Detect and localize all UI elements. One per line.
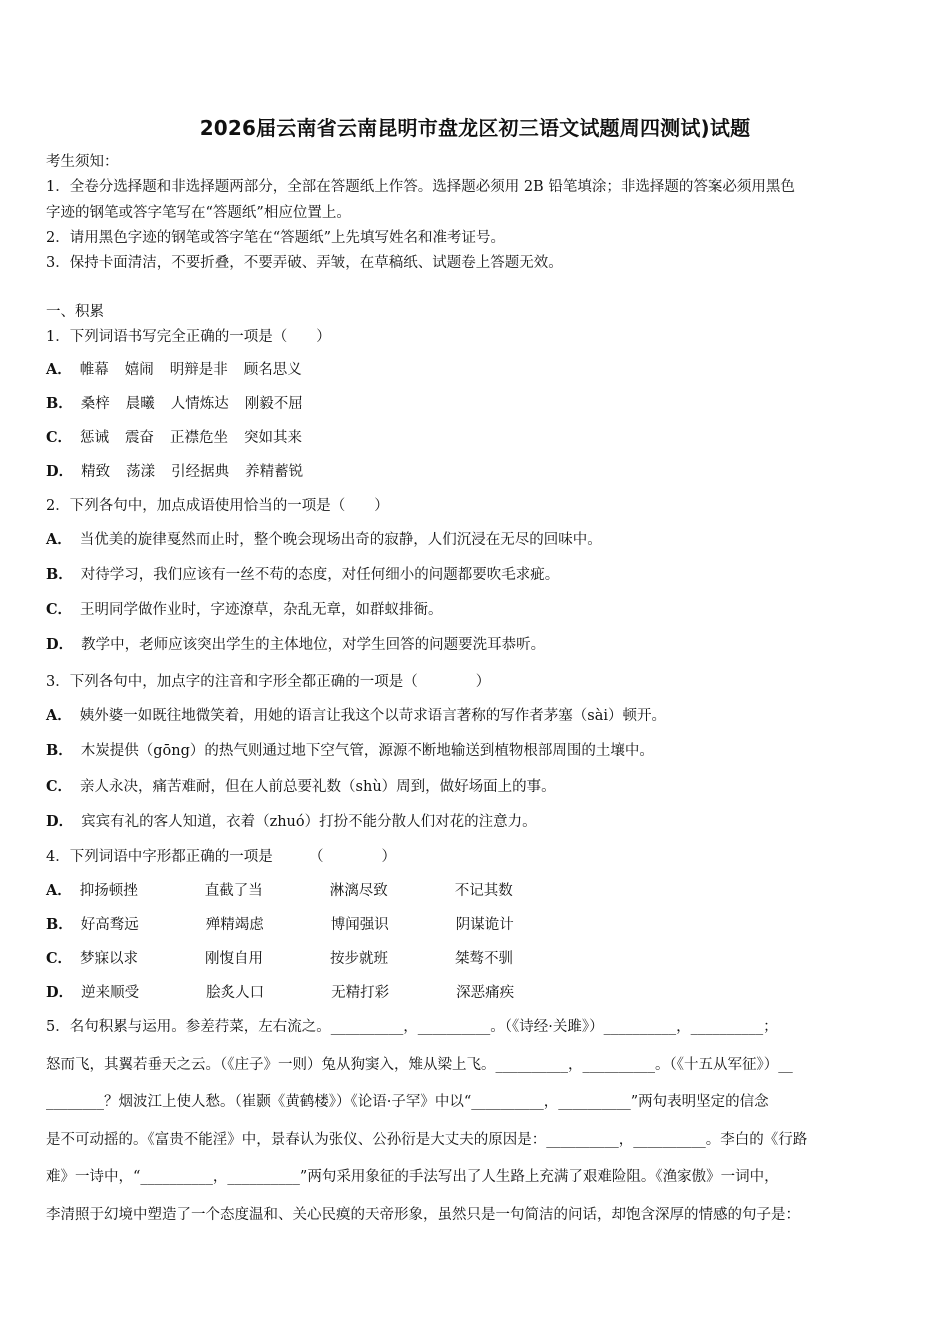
option-row: [46, 530, 602, 550]
option-row: [46, 394, 319, 414]
option-label: B．: [46, 916, 73, 933]
option-row: [46, 741, 654, 761]
question-text-line: ________？烟波江上使人愁。（崔颢《黄鹤楼》）《论语·子罕》中以“__________，__________”两句表明坚定的信念: [46, 1094, 769, 1110]
option-row: [46, 915, 514, 935]
option-row: [46, 428, 318, 448]
option-word: 阴谋诡计: [455, 917, 514, 933]
option-word: 不记其数: [454, 883, 513, 899]
question-stem: 1．下列词语书写完全正确的一项是（ ）: [46, 329, 331, 345]
option-label: D．: [46, 636, 74, 653]
option-word: 刚愎自用: [205, 951, 264, 967]
option-label: B．: [46, 742, 73, 759]
option-word: 人情炼达: [170, 396, 229, 412]
question-stem: 2．下列各句中，加点成语使用恰当的一项是（ ）: [46, 498, 389, 514]
option-text: 木炭提供（gōng）的热气则通过地下空气管，源源不断地输送到植物根部周围的土壤中。: [80, 743, 654, 759]
option-label: C．: [46, 429, 73, 446]
option-word: 脍炙人口: [206, 985, 265, 1001]
option-text: 对待学习，我们应该有一丝不苟的态度，对任何细小的问题都要吹毛求疵。: [80, 567, 560, 583]
option-text: 亲人永决，痛苦难耐，但在人前总要礼数（shù）周到，做好场面上的事。: [80, 779, 556, 795]
option-row: [46, 812, 537, 832]
option-word: 刚毅不屈: [244, 396, 303, 412]
option-label: D．: [46, 463, 74, 480]
option-word: 桀骜不驯: [455, 951, 514, 967]
option-label: D．: [46, 813, 74, 830]
option-word: 顾名思义: [243, 362, 302, 378]
option-row: [46, 462, 319, 482]
option-word: 淋漓尽致: [329, 883, 388, 899]
option-label: A．: [46, 531, 72, 548]
option-word: 养精蓄锐: [245, 464, 304, 480]
option-word: 好高骛远: [80, 917, 139, 933]
option-word: 直截了当: [204, 883, 263, 899]
option-label: C．: [46, 778, 73, 795]
question-text-line: 怒而飞，其翼若垂天之云。（《庄子》一则）兔从狗窦入，雉从梁上飞。__________，__________。（《十五从军征》）__: [46, 1057, 793, 1073]
option-word: 荡漾: [126, 464, 156, 480]
option-label: B．: [46, 395, 73, 412]
option-word: 逆来顺受: [81, 985, 140, 1001]
option-word: 惩诫: [80, 430, 110, 446]
option-label: C．: [46, 601, 73, 618]
option-row: [46, 983, 514, 1003]
question-text-line: 是不可动摇的。《富贵不能淫》中，景春认为张仪、公孙衍是大丈夫的原因是：__________，__________。李白的《行路: [46, 1132, 808, 1148]
notice-heading: 考生须知：: [46, 154, 119, 170]
option-word: 梦寐以求: [80, 951, 139, 967]
option-text: 宾宾有礼的客人知道，衣着（zhuó）打扮不能分散人们对花的注意力。: [81, 814, 537, 830]
option-word: 引经据典: [171, 464, 230, 480]
option-row: [46, 706, 666, 726]
option-text: 教学中，老师应该突出学生的主体地位，对学生回答的问题要洗耳恭听。: [81, 637, 546, 653]
option-label: A．: [46, 361, 72, 378]
option-row: [46, 949, 513, 969]
option-text: 王明同学做作业时，字迹潦草，杂乱无章，如群蚁排衙。: [80, 602, 443, 618]
notice-item: 3．保持卡面清洁，不要折叠，不要弄破、弄皱，在草稿纸、试题卷上答题无效。: [46, 255, 563, 271]
option-word: 震奋: [125, 430, 155, 446]
option-word: 按步就班: [330, 951, 389, 967]
option-word: 晨曦: [125, 396, 155, 412]
question-text-line: 李清照于幻境中塑造了一个态度温和、关心民瘼的天帝形象，虽然只是一句简洁的问话，却饱含深厚的情感的句子是：: [46, 1207, 800, 1223]
question-text-line: 5．名句积累与运用。参差荇菜，左右流之。__________，__________。（《诗经·关雎》）__________，__________；: [46, 1019, 778, 1035]
option-label: A．: [46, 707, 72, 724]
option-row: [46, 600, 443, 620]
option-row: [46, 360, 318, 380]
option-row: [46, 635, 545, 655]
option-label: D．: [46, 984, 74, 1001]
question-stem: 4．下列词语中字形都正确的一项是 （ ）: [46, 849, 396, 865]
option-text: 姨外婆一如既往地微笑着，用她的语言让我这个以苛求语言著称的写作者茅塞（sài）顿开。: [79, 708, 666, 724]
option-text: 当优美的旋律戛然而止时，整个晚会现场出奇的寂静，人们沉浸在无尽的回味中。: [79, 532, 602, 548]
option-row: [46, 565, 559, 585]
option-word: 无精打彩: [331, 985, 390, 1001]
option-word: 突如其来: [244, 430, 303, 446]
option-word: 桑梓: [80, 396, 110, 412]
option-word: 正襟危坐: [170, 430, 229, 446]
notice-item: 2．请用黑色字迹的钢笔或答字笔在“答题纸”上先填写姓名和准考证号。: [46, 230, 506, 246]
section-heading: 一、积累: [46, 304, 104, 320]
option-label: A．: [46, 882, 72, 899]
question-text-line: 难》一诗中，“__________，__________”两句采用象征的手法写出了人生路上充满了艰难险阻。《渔家傲》一词中，: [46, 1169, 779, 1185]
notice-item: 字迹的钢笔或答字笔写在“答题纸”相应位置上。: [46, 205, 351, 221]
option-word: 明辩是非: [169, 362, 228, 378]
option-row: [46, 881, 513, 901]
page-title: 2026届云南省云南昆明市盘龙区初三语文试题周四测试)试题: [199, 116, 751, 140]
option-label: B．: [46, 566, 73, 583]
question-stem: 3．下列各句中，加点字的注音和字形全都正确的一项是（ ）: [46, 674, 491, 690]
notice-item: 1．全卷分选择题和非选择题两部分，全部在答题纸上作答。选择题必须用 2B 铅笔填涂；非选择题的答案必须用黑色: [46, 179, 795, 195]
option-word: 深恶痛疾: [456, 985, 515, 1001]
option-row: [46, 777, 556, 797]
option-word: 博闻强识: [330, 917, 389, 933]
option-word: 殚精竭虑: [205, 917, 264, 933]
option-word: 嬉闹: [124, 362, 154, 378]
option-label: C．: [46, 950, 73, 967]
option-word: 帷幕: [79, 362, 109, 378]
option-word: 抑扬顿挫: [79, 883, 138, 899]
option-word: 精致: [81, 464, 111, 480]
